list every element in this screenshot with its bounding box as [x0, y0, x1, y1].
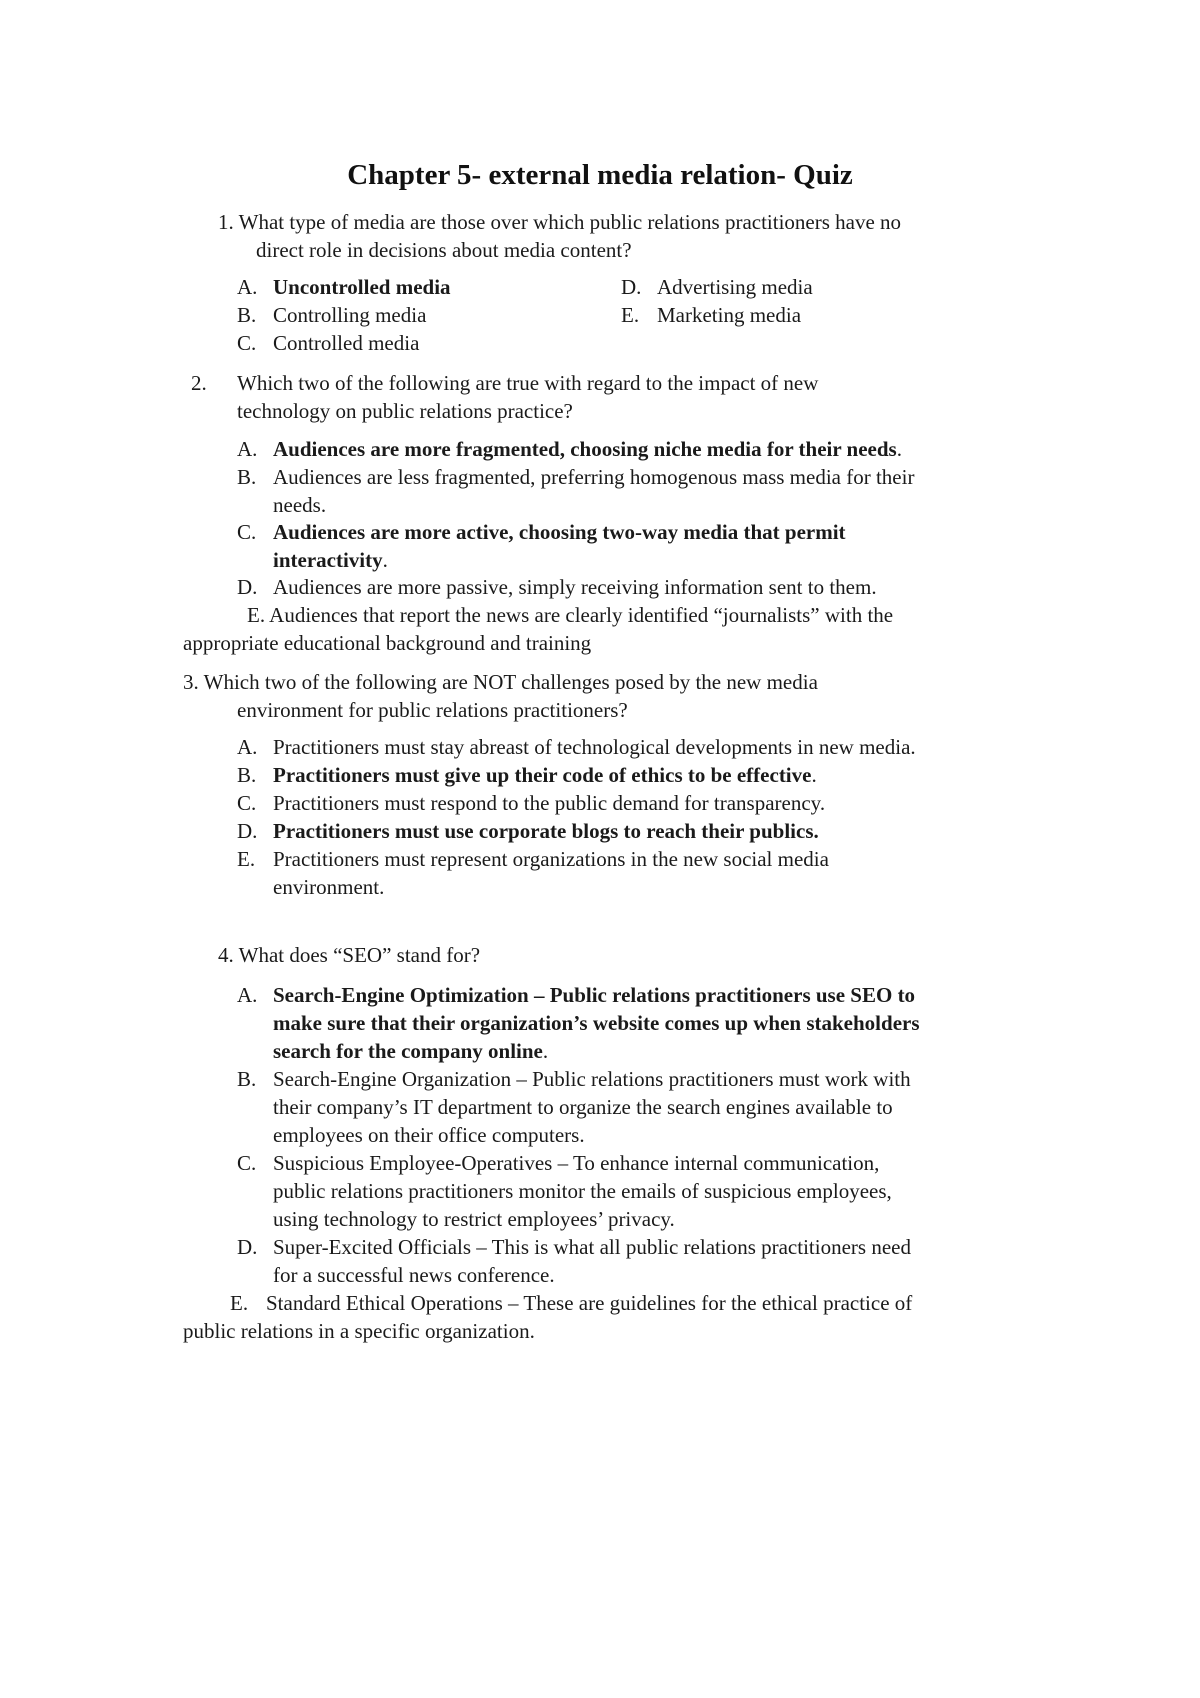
q2-option-b [237, 463, 914, 491]
option-letter: C. [237, 520, 257, 544]
option-tail: . [811, 763, 817, 787]
q2-option-c-cont [273, 546, 388, 574]
q4-option-a-cont-1: make sure that their organization’s website comes up when stakeholders [273, 1011, 920, 1035]
option-text: Audiences are less fragmented, preferring homogenous mass media for their [273, 465, 915, 489]
option-letter: A. [237, 437, 258, 461]
q2-option-c [237, 518, 846, 546]
q4-option-c-cont-2: using technology to restrict employees’ privacy. [273, 1207, 675, 1231]
q3-option-e-cont: environment. [273, 875, 385, 899]
option-letter: A. [237, 275, 258, 299]
q3-option-e [237, 845, 829, 873]
option-letter: D. [237, 1235, 258, 1259]
option-letter: C. [237, 1151, 257, 1175]
option-text: Super-Excited Officials – This is what all public relations practitioners need [273, 1235, 911, 1259]
question-4-number: 4. [218, 943, 234, 967]
option-text: Search-Engine Organization – Public relations practitioners must work with [273, 1067, 911, 1091]
option-text: Suspicious Employee-Operatives – To enhance internal communication, [273, 1151, 880, 1175]
option-text: Controlling media [273, 303, 427, 327]
option-text: Standard Ethical Operations – These are guidelines for the ethical practice of [266, 1291, 913, 1315]
q4-option-c [237, 1149, 879, 1177]
option-text: Uncontrolled media [273, 275, 451, 299]
q4-option-e-cont: public relations in a specific organization. [183, 1319, 535, 1343]
option-letter: B. [237, 465, 257, 489]
option-text: Advertising media [657, 275, 813, 299]
q4-option-d [237, 1233, 911, 1261]
q2-option-a [237, 435, 902, 463]
q1-option-d [621, 273, 813, 301]
q2-option-b-cont: needs. [273, 493, 327, 517]
q4-option-a [237, 981, 915, 1009]
option-text: Audiences are more fragmented, choosing niche media for their needs [273, 437, 897, 461]
option-text: Practitioners must give up their code of ethics to be effective [273, 763, 812, 787]
option-text: Audiences are more active, choosing two-way media that permit [273, 520, 846, 544]
question-1-number: 1. [218, 210, 234, 234]
option-letter: A. [237, 735, 258, 759]
q4-option-e [230, 1289, 912, 1317]
option-letter: C. [237, 331, 257, 355]
q3-option-c [237, 789, 825, 817]
option-text: search for the company online [273, 1039, 543, 1063]
option-letter: C. [237, 791, 257, 815]
q4-option-b-cont-1: their company’s IT department to organize the search engines available to [273, 1095, 893, 1119]
question-3-text: Which two of the following are NOT challenges posed by the new media [203, 670, 818, 694]
question-3-line-1 [183, 668, 818, 696]
option-letter: E. [621, 303, 640, 327]
q3-option-a [237, 733, 916, 761]
q1-option-c [237, 329, 419, 357]
option-letter: B. [237, 763, 257, 787]
option-text: Practitioners must respond to the public demand for transparency. [273, 791, 826, 815]
option-letter: E. [237, 847, 256, 871]
question-3-number: 3. [183, 670, 199, 694]
question-1-text: What type of media are those over which public relations practitioners have no [238, 210, 902, 234]
question-2-line-1: Which two of the following are true with regard to the impact of new [237, 371, 819, 395]
option-letter: D. [621, 275, 642, 299]
q4-option-a-cont-2 [273, 1037, 548, 1065]
option-text: Marketing media [657, 303, 802, 327]
option-tail: . [382, 548, 388, 572]
q4-option-b [237, 1065, 911, 1093]
q2-option-e-cont: appropriate educational background and training [183, 631, 592, 655]
option-letter: A. [237, 983, 258, 1007]
q2-option-e: E. Audiences that report the news are clearly identified “journalists” with the [247, 603, 894, 627]
question-3-line-2: environment for public relations practitioners? [237, 698, 628, 722]
option-text: Practitioners must represent organizations in the new social media [273, 847, 829, 871]
question-2-line-2: technology on public relations practice? [237, 399, 573, 423]
q2-option-d [237, 573, 877, 601]
option-tail: . [896, 437, 902, 461]
option-text: Audiences are more passive, simply receiving information sent to them. [273, 575, 877, 599]
option-letter: E. [230, 1291, 249, 1315]
q3-option-b [237, 761, 817, 789]
page-title: Chapter 5- external media relation- Quiz [347, 159, 853, 191]
q4-option-c-cont-1: public relations practitioners monitor the emails of suspicious employees, [273, 1179, 892, 1203]
q1-option-a [237, 273, 451, 301]
option-text: interactivity [273, 548, 383, 572]
option-letter: D. [237, 575, 258, 599]
option-tail: . [542, 1039, 549, 1063]
option-letter: B. [237, 1067, 257, 1091]
option-text: Search-Engine Optimization – Public relations practitioners use SEO to [273, 983, 916, 1007]
q1-option-e [621, 301, 801, 329]
question-1-line-2: direct role in decisions about media content? [256, 238, 632, 262]
question-4-line-1 [218, 941, 480, 969]
option-text: Practitioners must stay abreast of technological developments in new media. [273, 735, 916, 759]
q3-option-d [237, 817, 819, 845]
option-text: Practitioners must use corporate blogs to reach their publics. [273, 819, 819, 843]
option-text: Controlled media [273, 331, 420, 355]
q4-option-d-cont: for a successful news conference. [273, 1263, 555, 1287]
question-1-line-1 [218, 208, 901, 236]
option-letter: D. [237, 819, 258, 843]
question-4-text: What does “SEO” stand for? [238, 943, 481, 967]
option-letter: B. [237, 303, 257, 327]
question-2-number: 2. [191, 371, 207, 395]
q1-option-b [237, 301, 426, 329]
q4-option-b-cont-2: employees on their office computers. [273, 1123, 585, 1147]
